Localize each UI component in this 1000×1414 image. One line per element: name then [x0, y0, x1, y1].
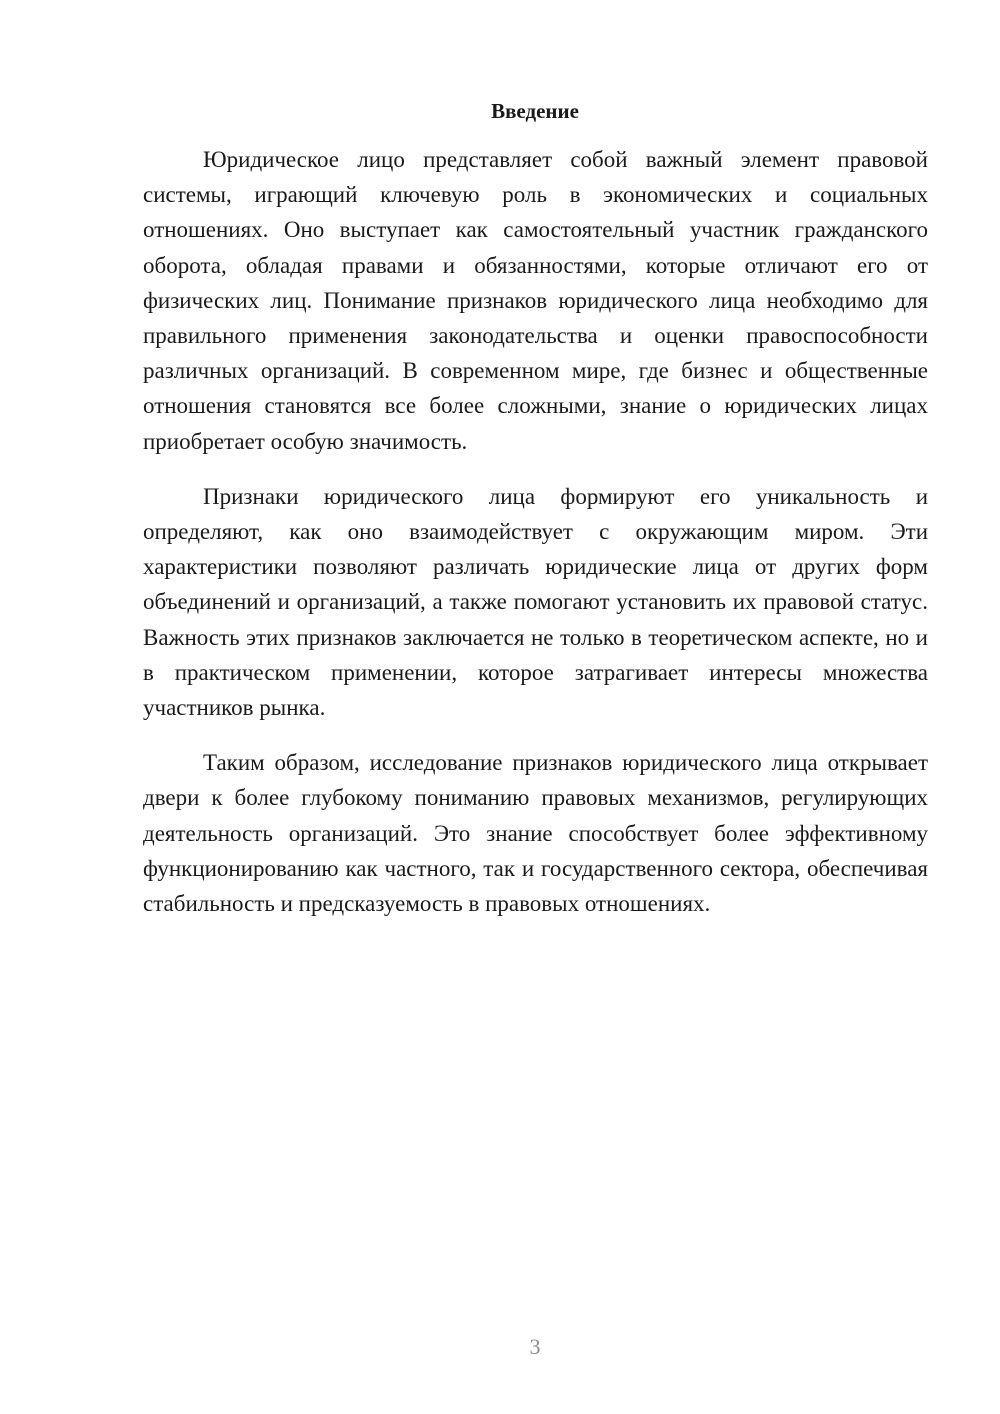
paragraph-3: Таким образом, исследование признаков юридического лица открывает двери к более глубокому пониманию правовых механизмов, регулирующих деятельность организаций. Это знание способствует более эффективному функционированию как частного, так и государственного сектора, обеспечивая стабильность и предсказуемость в правовых отношениях. [143, 750, 928, 917]
paragraph-2: Признаки юридического лица формируют его уникальность и определяют, как оно взаимодействует с окружающим миром. Эти характеристики позволяют различать юридические лица от других форм объединений и организаций, а также помогают установить их правовой статус. Важность этих признаков заключается не только в теоретическом аспекте, но и в практическом применении, которое затрагивает интересы множества участников рынка. [143, 483, 928, 721]
page-number: 3 [529, 1334, 541, 1359]
page-title: Введение [491, 99, 579, 123]
paragraph-1: Юридическое лицо представляет собой важный элемент правовой системы, играющий ключевую роль в экономических и социальных отношениях. Оно выступает как самостоятельный участник гражданского оборота, обладая правами и обязанностями, которые отличают его от физических лиц. Понимание признаков юридического лица необходимо для правильного применения законодательства и оценки правоспособности различных организаций. В современном мире, где бизнес и общественные отношения становятся все более сложными, знание о юридических лицах приобретает особую значимость. [143, 147, 928, 454]
document-body [143, 142, 928, 941]
